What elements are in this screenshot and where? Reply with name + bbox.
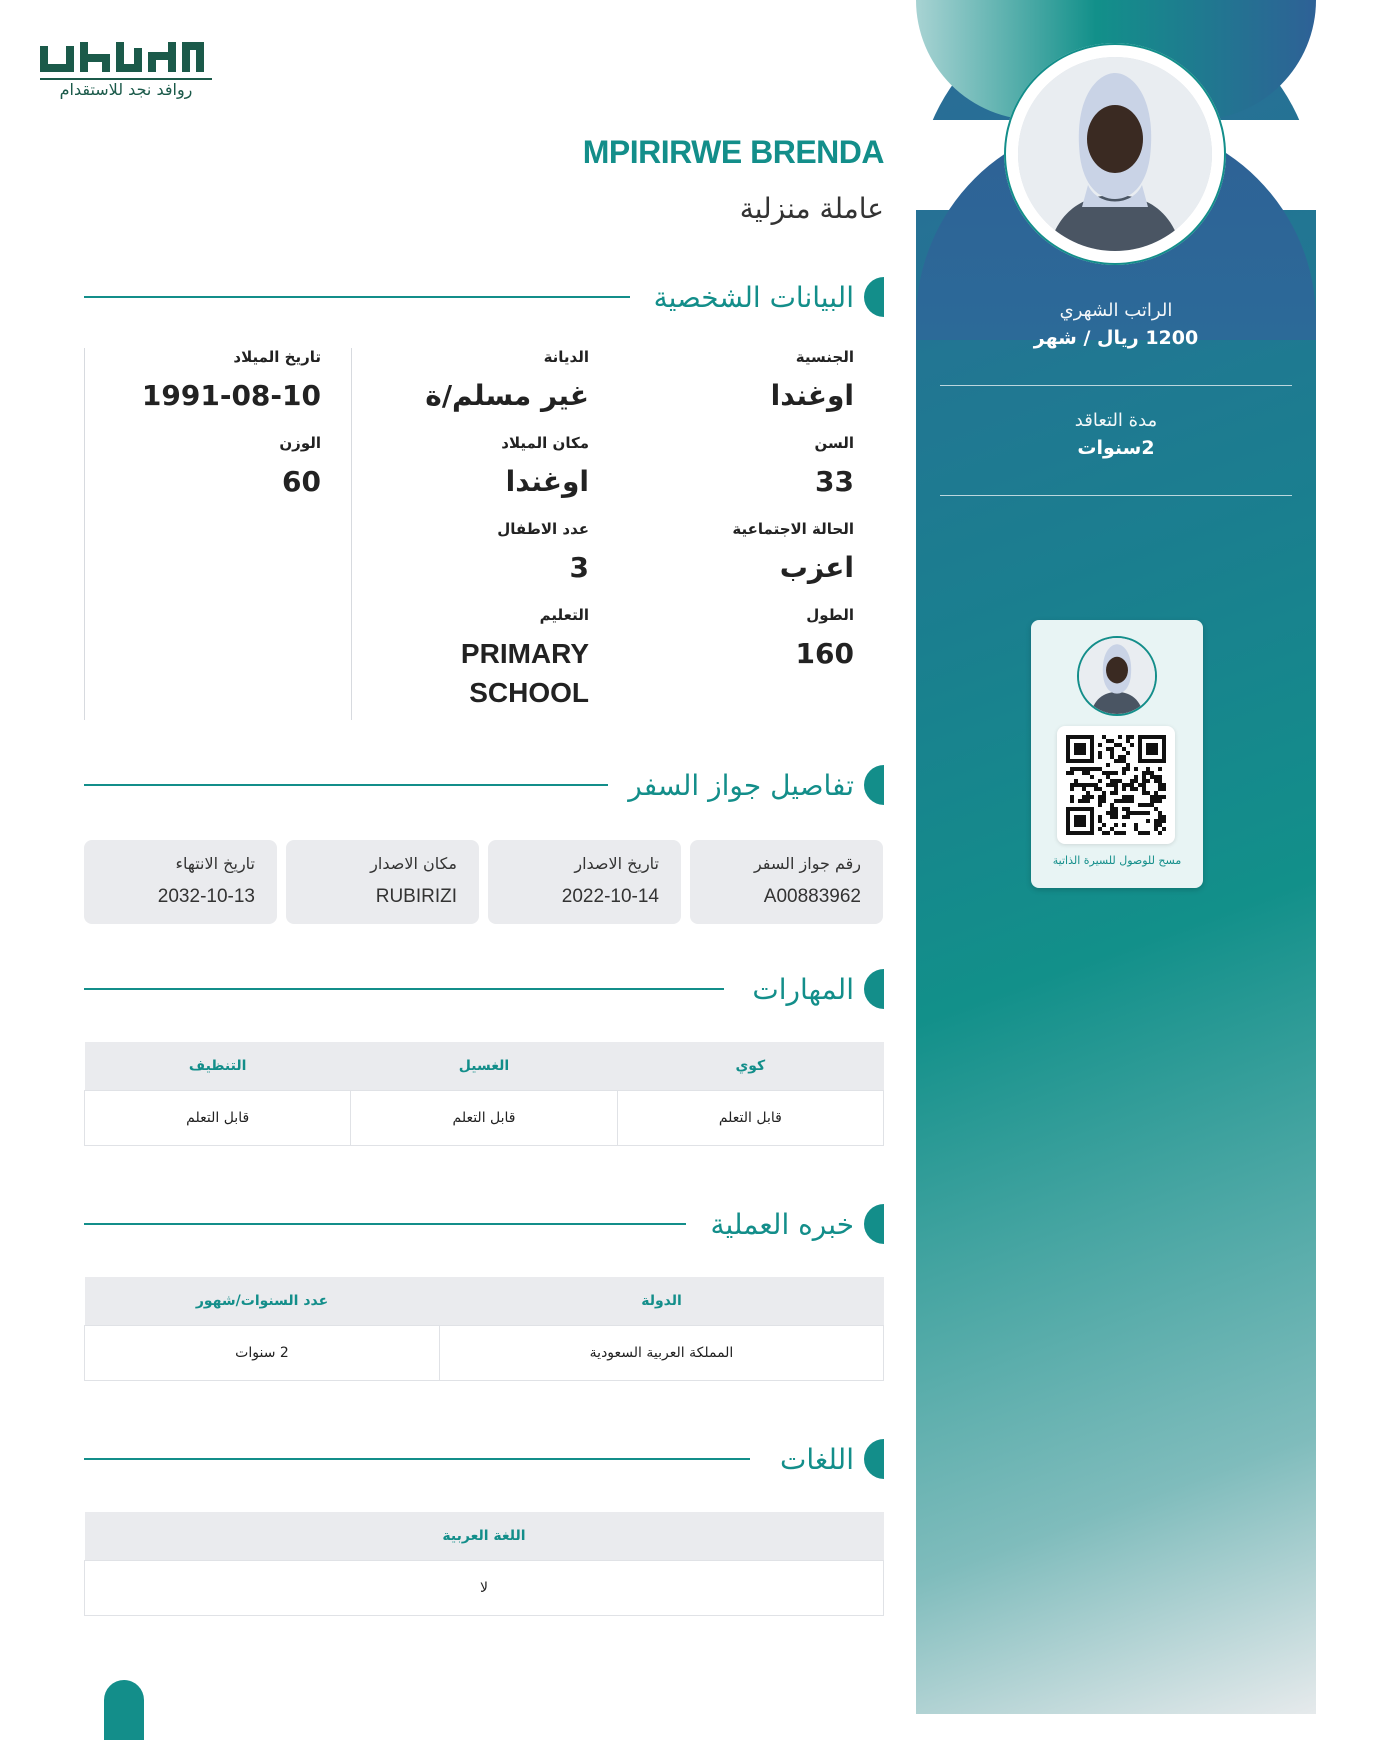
table-cell: قابل التعلم [351, 1091, 617, 1146]
qr-caption: مسح للوصول للسيرة الذاتية [1052, 854, 1182, 867]
weight-label: الوزن [279, 434, 321, 452]
birthplace-value: اوغندا [505, 465, 589, 498]
nationality-value: اوغندا [770, 379, 854, 412]
weight-value: 60 [282, 465, 321, 498]
table-header-cell: اللغة العربية [85, 1512, 884, 1561]
table-cell: لا [85, 1561, 884, 1616]
passport-number-box [690, 840, 883, 924]
logo-tagline: روافد نجد للاستقدام [59, 80, 193, 99]
expiry-label: تاريخ الانتهاء [175, 854, 255, 873]
table-header-row [85, 1512, 884, 1561]
qr-card[interactable] [1031, 620, 1203, 888]
section-title: البيانات الشخصية [653, 280, 854, 314]
sidebar-divider [940, 495, 1292, 496]
expiry-value: 2032-10-13 [157, 886, 255, 907]
children-item [497, 520, 589, 587]
salary-block [940, 300, 1292, 349]
section-title: خبره العملية [710, 1207, 854, 1241]
section-marker [864, 1204, 884, 1244]
worker-name: MPIRIRWE BRENDA [582, 134, 884, 170]
section-marker [864, 969, 884, 1009]
table-header-cell: الغسيل [351, 1042, 617, 1091]
marital-item [732, 520, 854, 587]
marital-value: اعزب [779, 551, 854, 584]
qr-code[interactable] [1057, 726, 1175, 844]
issue-date-value: 2022-10-14 [561, 886, 659, 907]
decorative-pill [104, 1680, 144, 1740]
section-skills [752, 968, 884, 1010]
section-experience [710, 1203, 884, 1245]
table-cell: قابل التعلم [85, 1091, 351, 1146]
table-header-cell: عدد السنوات/شهور [85, 1277, 440, 1326]
table-cell: قابل التعلم [617, 1091, 883, 1146]
issue-place-box [286, 840, 479, 924]
birthplace-label: مكان الميلاد [501, 434, 589, 452]
education-label: التعليم [539, 606, 589, 624]
children-value: 3 [569, 551, 589, 584]
nationality-label: الجنسية [795, 348, 854, 366]
personal-grid [84, 348, 884, 720]
issue-place-label: مكان الاصدار [370, 854, 457, 873]
dob-value: 1991-08-10 [141, 379, 321, 412]
issue-date-box [488, 840, 681, 924]
section-title: اللغات [780, 1442, 854, 1476]
dob-item [142, 348, 321, 415]
qr-worker-photo [1077, 636, 1157, 716]
sidebar-divider [940, 385, 1292, 386]
table-row [85, 1326, 884, 1381]
dob-label: تاريخ الميلاد [233, 348, 321, 366]
contract-block [940, 410, 1292, 459]
table-header-row [85, 1042, 884, 1091]
age-item [814, 434, 854, 501]
table-header-row [85, 1277, 884, 1326]
section-marker [864, 1439, 884, 1479]
age-label: السن [814, 434, 854, 452]
passport-number-label: رقم جواز السفر [753, 854, 861, 873]
section-marker [864, 765, 884, 805]
personal-col-2 [351, 348, 619, 720]
section-title: تفاصيل جواز السفر [628, 768, 854, 802]
expiry-box [84, 840, 277, 924]
section-personal [654, 276, 884, 318]
table-header-cell: التنظيف [85, 1042, 351, 1091]
religion-item [425, 348, 589, 415]
section-marker [864, 277, 884, 317]
table-row [85, 1091, 884, 1146]
table-cell: المملكة العربية السعودية [440, 1326, 884, 1381]
contract-value: 2سنوات [1077, 437, 1155, 459]
languages-table [84, 1512, 884, 1616]
height-value: 160 [795, 637, 854, 670]
marital-label: الحالة الاجتماعية [732, 520, 854, 538]
table-header-cell: كوي [617, 1042, 883, 1091]
salary-label: الراتب الشهري [1059, 300, 1173, 321]
section-line [84, 988, 724, 990]
worker-photo [1018, 57, 1212, 251]
section-title: المهارات [752, 972, 854, 1006]
age-value: 33 [815, 465, 854, 498]
religion-label: الديانة [543, 348, 589, 366]
skills-table [84, 1042, 884, 1146]
section-line [84, 296, 630, 298]
education-item [439, 606, 589, 712]
job-title: عاملة منزلية [739, 192, 884, 225]
personal-col-1 [617, 348, 884, 720]
children-label: عدد الاطفال [497, 520, 589, 538]
salary-value: 1200 ريال / شهر [1033, 327, 1199, 349]
weight-item [279, 434, 321, 501]
section-passport [628, 764, 884, 806]
section-languages [780, 1438, 884, 1480]
section-line [84, 1223, 686, 1225]
height-label: الطول [806, 606, 854, 624]
religion-value: غير مسلم/ة [425, 379, 589, 412]
issue-date-label: تاريخ الاصدار [574, 854, 659, 873]
table-header-cell: الدولة [440, 1277, 884, 1326]
contract-label: مدة التعاقد [1074, 410, 1158, 431]
height-item [796, 606, 854, 673]
birthplace-item [501, 434, 589, 501]
table-row [85, 1561, 884, 1616]
passport-number-value: A00883962 [763, 886, 861, 907]
table-cell: 2 سنوات [85, 1326, 440, 1381]
issue-place-value: RUBIRIZI [375, 886, 457, 907]
section-line [84, 784, 608, 786]
passport-row [84, 840, 884, 924]
experience-table [84, 1277, 884, 1381]
personal-col-3 [84, 348, 351, 720]
section-line [84, 1458, 750, 1460]
nationality-item [771, 348, 854, 415]
education-value: PRIMARY SCHOOL [460, 638, 589, 709]
